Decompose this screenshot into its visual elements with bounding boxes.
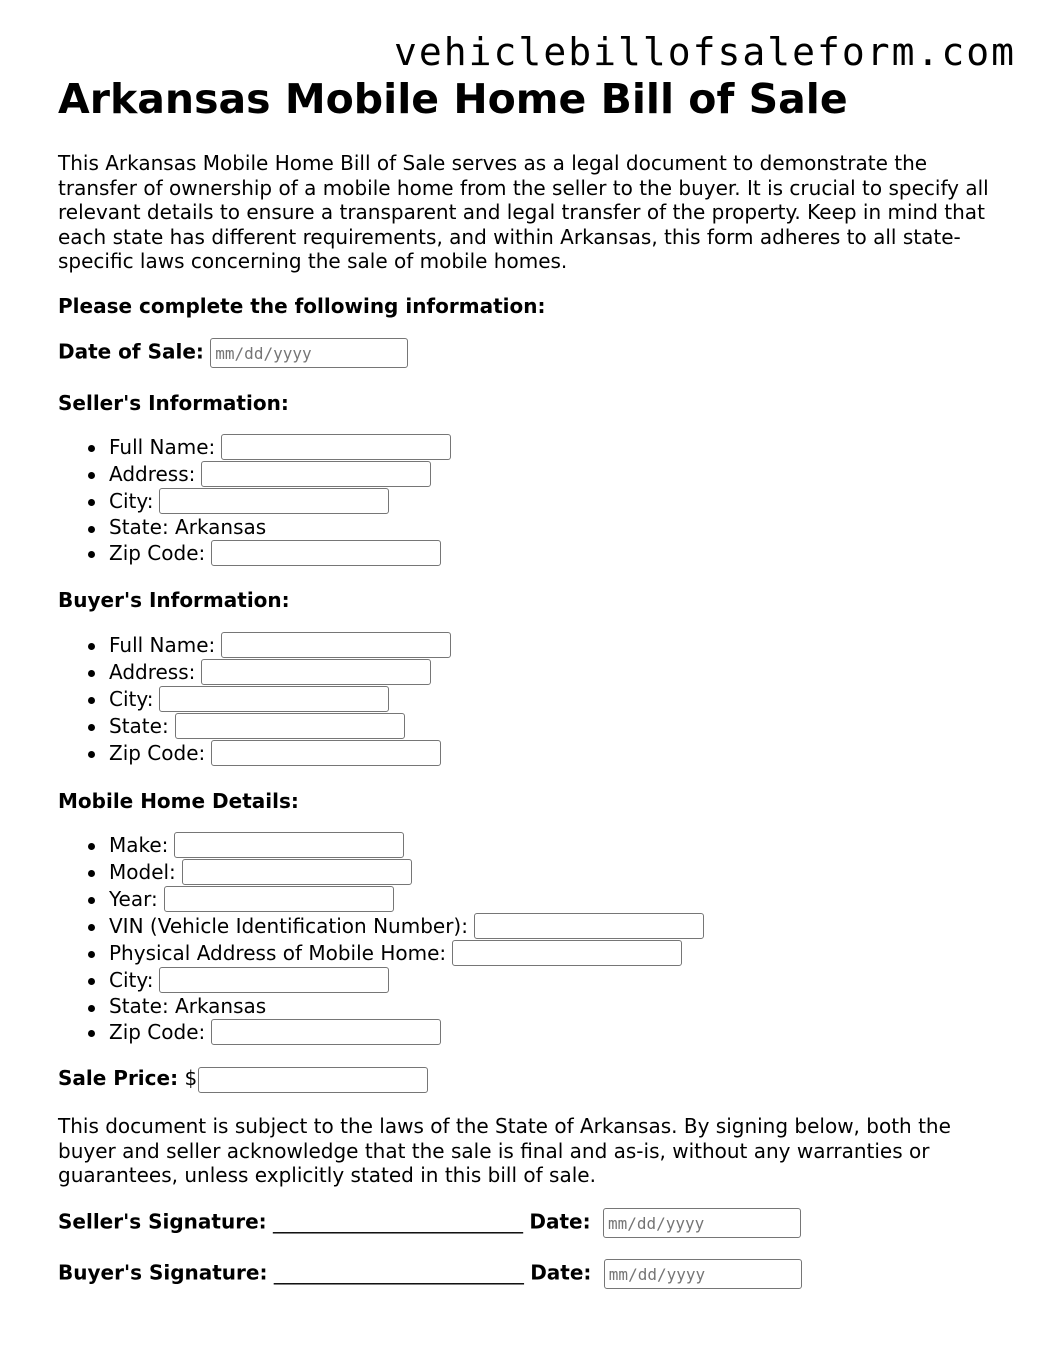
seller-state-label: State: Arkansas xyxy=(109,515,267,539)
buyer-address-label: Address: xyxy=(109,660,196,684)
page-title: Arkansas Mobile Home Bill of Sale xyxy=(58,75,848,123)
seller-zip-input[interactable] xyxy=(211,540,441,566)
seller-full-name-input[interactable] xyxy=(221,434,451,460)
home-city-row xyxy=(58,967,704,994)
home-make-input[interactable] xyxy=(174,832,404,858)
buyer-date-label: Date: xyxy=(530,1260,592,1285)
buyer-zip-row xyxy=(58,740,451,767)
home-vin-label: VIN (Vehicle Identification Number): xyxy=(109,914,468,938)
seller-address-input[interactable] xyxy=(201,461,431,487)
home-city-label: City: xyxy=(109,968,154,992)
buyer-zip-input[interactable] xyxy=(211,740,441,766)
buyer-address-row xyxy=(58,659,451,686)
home-model-row xyxy=(58,859,704,886)
seller-city-label: City: xyxy=(109,489,154,513)
buyer-city-row xyxy=(58,686,451,713)
buyer-full-name-input[interactable] xyxy=(221,632,451,658)
buyer-zip-label: Zip Code: xyxy=(109,741,206,765)
seller-signature-label: Seller's Signature: xyxy=(58,1209,267,1234)
seller-full-name-label: Full Name: xyxy=(109,435,216,459)
seller-address-row xyxy=(58,461,451,488)
seller-signature-row xyxy=(58,1208,801,1238)
home-make-label: Make: xyxy=(109,833,169,857)
date-of-sale-row xyxy=(58,338,408,368)
seller-fields xyxy=(58,434,451,567)
buyer-state-label: State: xyxy=(109,714,169,738)
home-make-row xyxy=(58,832,704,859)
buyer-date-input[interactable] xyxy=(604,1259,802,1289)
seller-zip-row xyxy=(58,540,451,567)
buyer-signature-label: Buyer's Signature: xyxy=(58,1260,268,1285)
home-vin-row xyxy=(58,913,704,940)
seller-signature-line[interactable]: _________________________ xyxy=(273,1209,523,1234)
home-state-label: State: Arkansas xyxy=(109,994,267,1018)
home-model-label: Model: xyxy=(109,860,176,884)
seller-date-input[interactable] xyxy=(603,1208,801,1238)
buyer-full-name-label: Full Name: xyxy=(109,633,216,657)
home-zip-label: Zip Code: xyxy=(109,1020,206,1044)
home-state-row xyxy=(58,994,704,1019)
seller-heading: Seller's Information: xyxy=(58,391,289,415)
sale-price-row xyxy=(58,1066,428,1093)
buyer-state-input[interactable] xyxy=(175,713,405,739)
date-of-sale-label: Date of Sale: xyxy=(58,339,204,364)
buyer-signature-line[interactable]: _________________________ xyxy=(273,1260,524,1285)
buyer-state-row xyxy=(58,713,451,740)
home-vin-input[interactable] xyxy=(474,913,704,939)
buyer-signature-row xyxy=(58,1259,802,1289)
buyer-city-label: City: xyxy=(109,687,154,711)
home-zip-row xyxy=(58,1019,704,1046)
seller-date-label: Date: xyxy=(529,1209,591,1234)
seller-city-input[interactable] xyxy=(159,488,389,514)
buyer-city-input[interactable] xyxy=(159,686,389,712)
instructions-heading: Please complete the following information: xyxy=(58,294,546,318)
home-year-input[interactable] xyxy=(164,886,394,912)
home-year-row xyxy=(58,886,704,913)
sale-price-label: Sale Price: xyxy=(58,1066,179,1090)
seller-state-row xyxy=(58,515,451,540)
currency-symbol: $ xyxy=(184,1066,198,1090)
site-watermark: vehiclebillofsaleform.com xyxy=(394,30,1016,74)
seller-address-label: Address: xyxy=(109,462,196,486)
date-of-sale-input[interactable] xyxy=(210,338,408,368)
mobile-home-fields xyxy=(58,832,704,1046)
buyer-address-input[interactable] xyxy=(201,659,431,685)
seller-city-row xyxy=(58,488,451,515)
sale-price-input[interactable] xyxy=(198,1067,428,1093)
home-zip-input[interactable] xyxy=(211,1019,441,1045)
buyer-full-name-row xyxy=(58,632,451,659)
buyer-fields xyxy=(58,632,451,767)
seller-full-name-row xyxy=(58,434,451,461)
home-physical-address-row xyxy=(58,940,704,967)
home-physical-address-input[interactable] xyxy=(452,940,682,966)
home-model-input[interactable] xyxy=(182,859,412,885)
intro-paragraph: This Arkansas Mobile Home Bill of Sale serves as a legal document to demonstrate the transfer of ownership of a mobile home from the seller to the buyer. It is crucial to specify all relevant details to ensure a transparent and legal transfer of the property. Keep in mind that each state has different requirements, and within Arkansas, this form adheres to all state-specific laws concerning the sale of mobile homes. xyxy=(58,151,989,273)
home-city-input[interactable] xyxy=(159,967,389,993)
home-physical-address-label: Physical Address of Mobile Home: xyxy=(109,941,447,965)
seller-zip-label: Zip Code: xyxy=(109,541,206,565)
mobile-home-heading: Mobile Home Details: xyxy=(58,789,299,813)
home-year-label: Year: xyxy=(109,887,158,911)
buyer-heading: Buyer's Information: xyxy=(58,588,290,612)
closing-paragraph: This document is subject to the laws of the State of Arkansas. By signing below, both the buyer and seller acknowledge that the sale is final and as-is, without any warranties or guarantees, unless explicitly stated in this bill of sale. xyxy=(58,1114,951,1187)
